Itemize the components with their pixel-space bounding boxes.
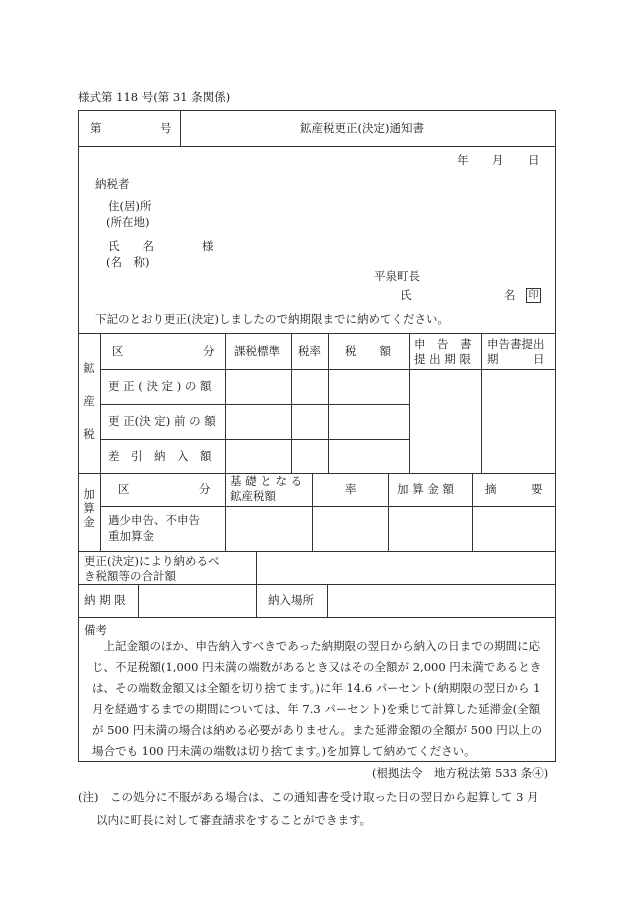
rule-mine-c5 — [481, 333, 482, 473]
rule-deadline-c3 — [327, 584, 328, 617]
mine-side-2: 産 — [83, 394, 95, 408]
date-day: 日 — [528, 153, 540, 167]
rule-total-div — [256, 551, 257, 584]
rule-mine-bottom — [78, 473, 556, 474]
rule-total-bottom — [78, 584, 556, 585]
rule-mine-c1 — [225, 333, 226, 473]
note-text: この処分に不服がある場合は、この通知書を受け取った日の翌日から起算して 3 月以内に町長に対して審査請求をすることができます。 — [96, 790, 539, 827]
sur-row-1b: 重加算金 — [108, 529, 154, 543]
sur-side-2: 算 — [83, 501, 95, 515]
mine-side-3: 税 — [83, 427, 95, 441]
intro-text: 下記のとおり更正(決定)しましたので納期限までに納めてください。 — [95, 312, 449, 326]
sur-col-kiso-2: 鉱産税額 — [230, 489, 276, 503]
sur-row-1a: 過少申告、不申告 — [108, 513, 200, 527]
rule-mine-row2 — [100, 439, 409, 440]
rule-header-divider — [180, 110, 181, 146]
form-number: 様式第 118 号(第 31 条関係) — [78, 90, 231, 104]
issuer-mei: 名 — [504, 288, 516, 302]
rule-mine-side — [100, 333, 101, 473]
taxpayer-label: 納税者 — [95, 177, 130, 191]
mine-col-kubun-1: 区 — [112, 344, 124, 358]
sur-col-kiso-1: 基 礎 と な る — [230, 474, 303, 488]
header-dai: 第 — [90, 121, 102, 135]
rule-deadline-c2 — [256, 584, 257, 617]
rule-deadline-c1 — [138, 584, 139, 617]
date-year: 年 — [457, 153, 469, 167]
rule-sur-c3 — [388, 473, 389, 551]
note-label: (注) — [78, 790, 99, 804]
rule-mine-c3 — [328, 333, 329, 473]
corp-name-label: (名 称) — [106, 255, 150, 269]
mine-col-zeiritsu: 税率 — [298, 344, 321, 358]
legal-basis: (根拠法令 地方税法第 533 条④) — [372, 766, 549, 780]
location-label: (所在地) — [106, 215, 150, 229]
seal-mark: 印 — [526, 288, 541, 303]
mine-row-kousei: 更 正 ( 決 定 ) の 額 — [108, 379, 212, 393]
total-label-1: 更正(決定)により納めるべ — [84, 554, 220, 568]
name-label: 氏 名 — [108, 239, 154, 253]
sur-col-tekiyo: 摘 要 — [485, 482, 543, 496]
mine-row-zen: 更 正(決 定) 前 の 額 — [108, 414, 216, 428]
honorific-sama: 様 — [202, 239, 214, 253]
mine-row-sashihiki: 差 引 納 入 額 — [108, 449, 212, 463]
mine-col-teishutsu-2: 期 日 — [487, 352, 545, 366]
rule-sur-c4 — [472, 473, 473, 551]
issuer-shi: 氏 — [400, 288, 412, 302]
mine-side-1: 鉱 — [83, 361, 95, 375]
sur-col-kubun-2: 分 — [199, 482, 211, 496]
rule-sur-c2 — [312, 473, 313, 551]
total-label-2: き税額等の合計額 — [84, 569, 176, 583]
rule-mine-c4 — [409, 333, 410, 473]
rule-sur-c1 — [225, 473, 226, 551]
mine-col-zeigaku: 税 額 — [345, 344, 391, 358]
sur-side-3: 金 — [83, 515, 95, 529]
mine-col-kigen-2: 提 出 期 限 — [414, 352, 471, 366]
rule-sur-side — [100, 473, 101, 551]
issuer-title: 平泉町長 — [374, 269, 420, 283]
mine-col-kubun-2: 分 — [203, 344, 215, 358]
remarks-label: 備考 — [84, 623, 107, 637]
date-month: 月 — [492, 153, 504, 167]
sur-col-kubun-1: 区 — [118, 482, 130, 496]
rule-surcharge-bottom — [78, 551, 556, 552]
mine-col-kazei: 課税標準 — [234, 344, 280, 358]
rule-mine-row1 — [100, 404, 409, 405]
sur-col-kingaku: 加 算 金 額 — [397, 482, 454, 496]
sur-side-1: 加 — [83, 487, 95, 501]
rule-table-top — [78, 333, 556, 334]
notice-title: 鉱産税更正(決定)通知書 — [300, 121, 424, 135]
header-go: 号 — [160, 121, 172, 135]
address-label: 住(居)所 — [108, 199, 152, 213]
rule-deadline-bottom — [78, 617, 556, 618]
rule-header — [78, 146, 556, 147]
sur-col-ritsu: 率 — [345, 482, 357, 496]
mine-col-teishutsu-1: 申告書提出 — [487, 337, 545, 351]
rule-surcharge-header — [100, 506, 556, 507]
remarks-text: 上記金額のほか、申告納入すべきであった納期限の翌日から納入の日までの期間に応じ、不足税額(1,000 円未満の端数があるとき又はその全額が 2,000 円未満であるときは、その端数金額又は全額を切り捨てます。)に年 14.6 パーセント(納期限の翌日から 1 月を経過するまでの期間については、年 7.3 パーセント)を乗じて計算した延滞金(全額が 500 円未満の場合は納める必要がありません。また延滞金額の全額が 500 円以上の場合でも 100 円未満の端数は切り捨てます。)を加算して納めてください。 — [92, 639, 543, 758]
mine-col-kigen-1: 申 告 書 — [414, 337, 472, 351]
rule-mine-c2 — [291, 333, 292, 473]
deadline-label: 納 期 限 — [84, 593, 126, 607]
place-label: 納入場所 — [268, 593, 314, 607]
